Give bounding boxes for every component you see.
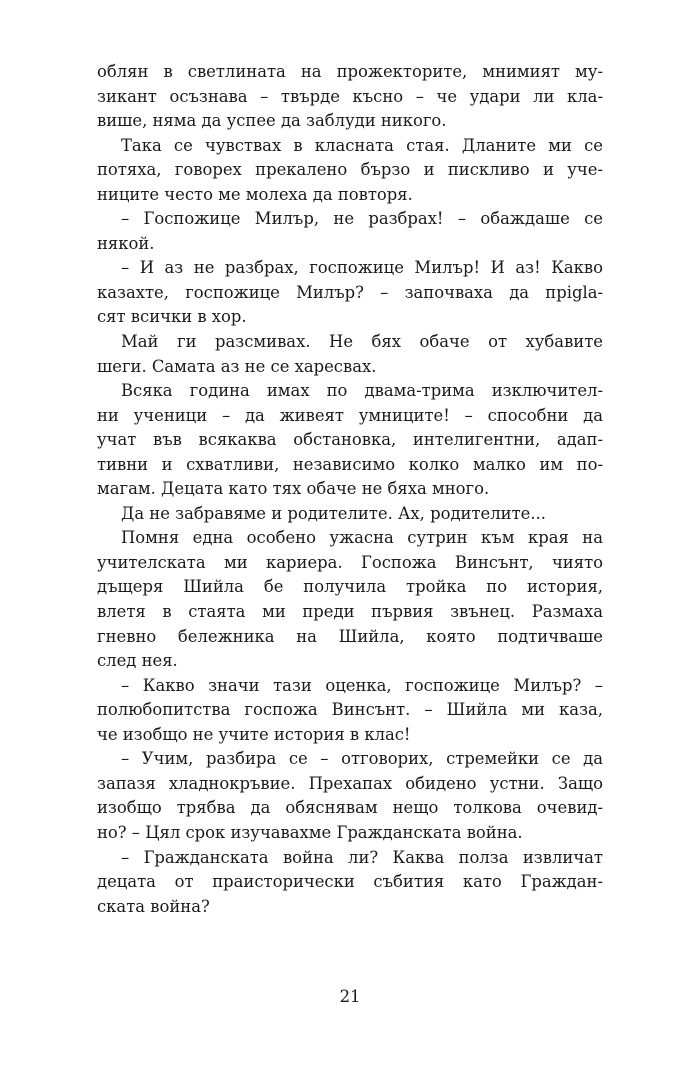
text-line: облян в светлината на прожекторите, мнимият му-	[97, 62, 603, 81]
text-line: ската война?	[97, 896, 210, 916]
text-line: влетя в стаята ми преди първия звънец. Размаха	[97, 602, 603, 622]
text-line: Всяка година имах по двама-трима изключител-	[121, 381, 603, 401]
text-line: Помня една особено ужасна сутрин към края на	[121, 528, 603, 548]
text-line: – И аз не разбрах, госпожице Милър! И аз! Какво	[121, 258, 603, 278]
body-text	[97, 60, 603, 919]
text-line: запазя хладнокръвие. Прехапах обидено устни. Защо	[97, 773, 603, 793]
text-line: изобщо трябва да обяснявам нещо толкова очевид-	[97, 798, 603, 818]
text-line: – Гражданската война ли? Каква полза извличат	[121, 847, 603, 867]
text-line: сят всички в хор.	[97, 307, 247, 327]
text-line: – Какво значи тази оценка, госпожице Милър? –	[121, 675, 603, 695]
text-line: след нея.	[97, 651, 178, 671]
text-line: – Учим, разбира се – отговорих, стремейки се да	[121, 749, 603, 769]
text-line: потяха, говорех прекалено бързо и пискливо и уче-	[97, 160, 603, 180]
text-line: казахте, госпожице Милър? – започваха да прigla-	[97, 282, 603, 302]
text-line: зикант осъзнава – твърде късно – че удари ли кла-	[97, 86, 603, 106]
text-line: децата от праисторически събития като Граждан-	[97, 872, 603, 892]
text-line: шеги. Самата аз не се харесвах.	[97, 356, 377, 376]
text-line: че изобщо не учите история в клас!	[97, 724, 411, 744]
text-line: Май ги разсмивах. Не бях обаче от хубавите	[121, 332, 603, 352]
text-line: Така се чувствах в класната стая. Дланите ми се	[121, 135, 603, 155]
text-line: полюбопитства госпожа Винсънт. – Шийла ми каза,	[97, 700, 603, 720]
text-line: ни ученици – да живеят умниците! – способни да	[97, 405, 603, 425]
text-line: дъщеря Шийла бе получила тройка по история,	[97, 577, 603, 597]
text-line: магам. Децата като тях обаче не бяха много.	[97, 479, 490, 499]
text-line: учат във всякаква обстановка, интелигентни, адап-	[97, 430, 603, 450]
text-line: – Госпожице Милър, не разбрах! – обаждаше се	[121, 209, 603, 229]
text-line: гневно бележника на Шийла, която подтичваше	[97, 626, 603, 646]
text-line: учителската ми кариера. Госпожа Винсънт, чиято	[97, 552, 603, 572]
page-number: 21	[339, 987, 361, 1006]
text-line: Да не забравяме и родителите. Ах, родителите...	[121, 503, 546, 523]
text-line: някой.	[97, 233, 155, 253]
text-line: више, няма да успее да заблуди никого.	[97, 111, 447, 131]
text-line: ниците често ме молеха да повторя.	[97, 184, 413, 204]
text-line: но? – Цял срок изучавахме Гражданската война.	[97, 822, 523, 842]
text-line: тивни и схватливи, независимо колко малко им по-	[97, 454, 603, 474]
